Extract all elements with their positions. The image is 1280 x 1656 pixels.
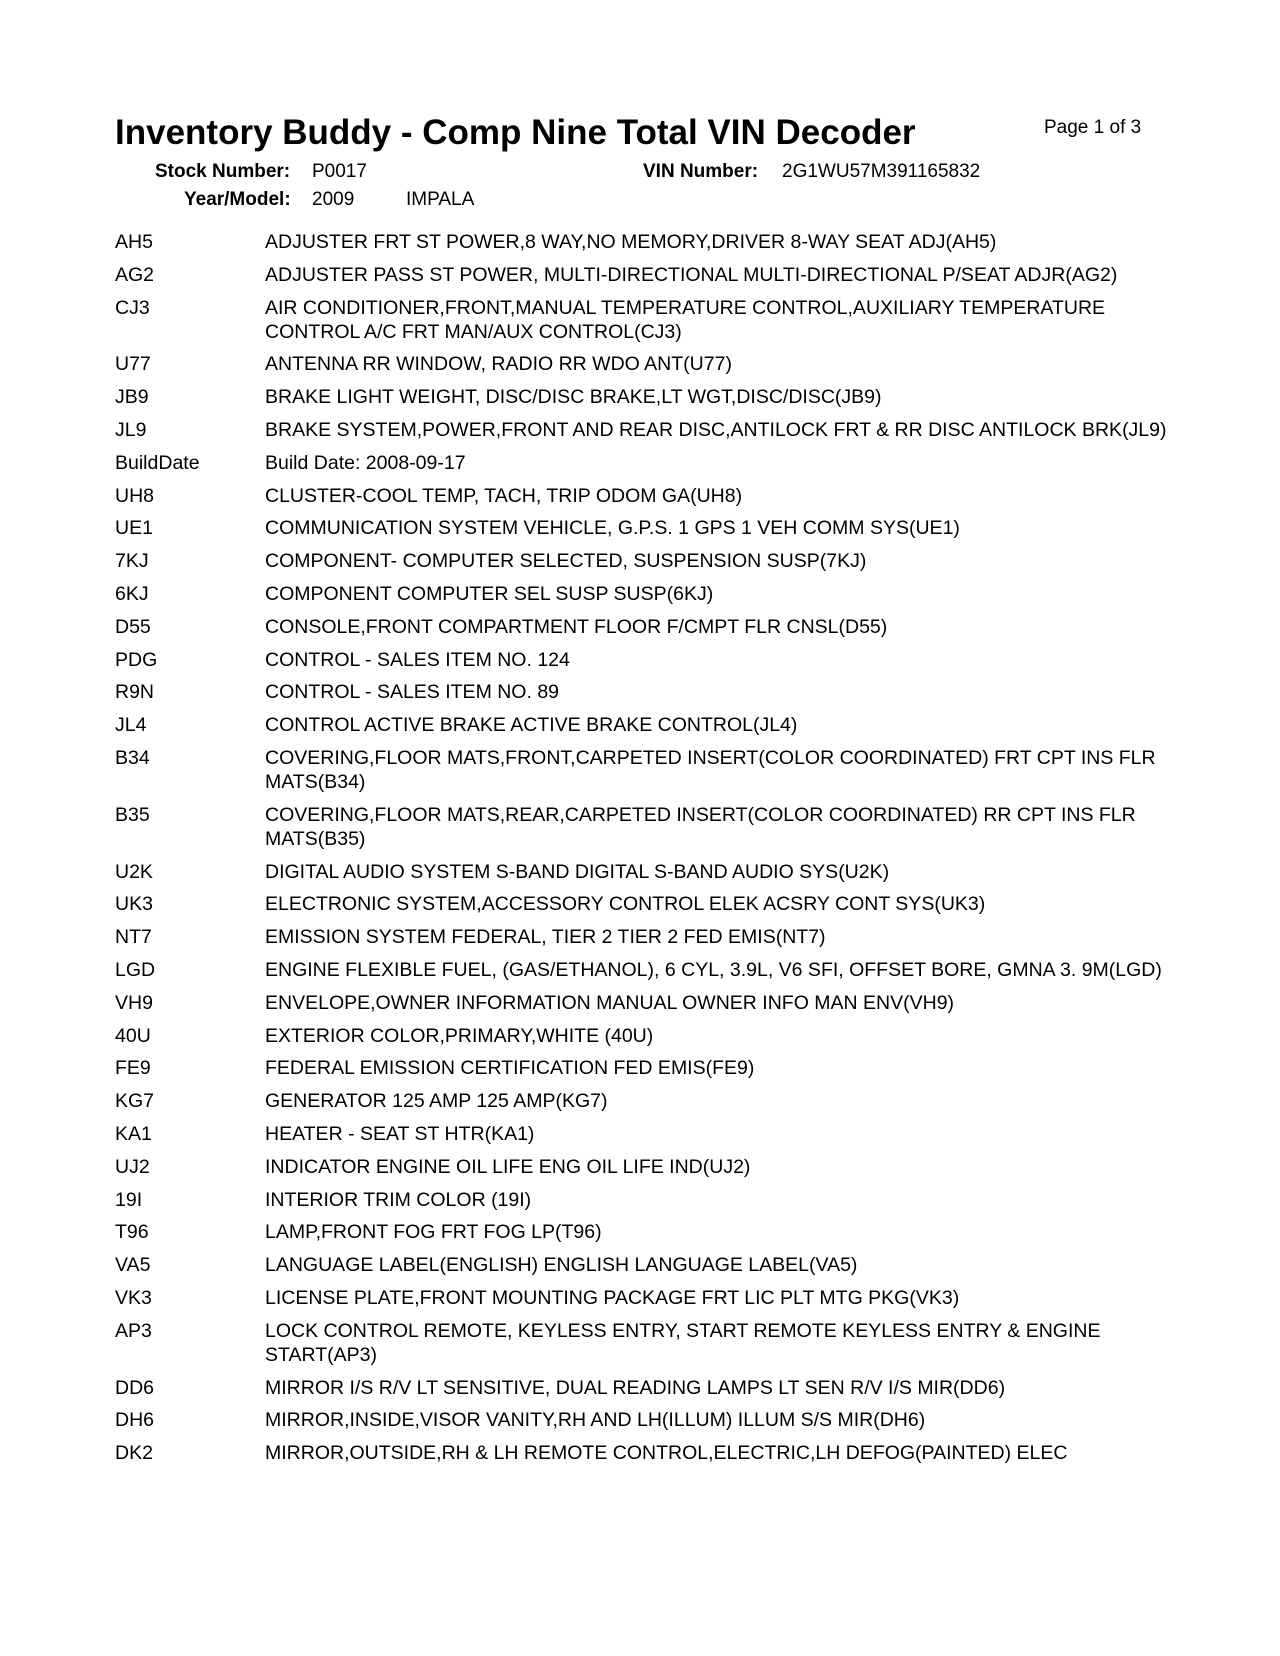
option-row — [115, 1253, 1175, 1277]
option-description: ENGINE FLEXIBLE FUEL, (GAS/ETHANOL), 6 CYL, 3.9L, V6 SFI, OFFSET BORE, GMNA 3. 9M(LGD) — [265, 958, 1162, 981]
option-description: COVERING,FLOOR MATS,REAR,CARPETED INSERT(COLOR COORDINATED) RR CPT INS FLR MATS(B35) — [265, 803, 1136, 850]
option-description: INTERIOR TRIM COLOR (19I) — [265, 1188, 532, 1211]
option-row — [115, 1286, 1175, 1310]
option-description: CONSOLE,FRONT COMPARTMENT FLOOR F/CMPT FLR CNSL(D55) — [265, 615, 888, 638]
year-model-label: Year/Model: — [184, 189, 291, 210]
option-description: FEDERAL EMISSION CERTIFICATION FED EMIS(FE9) — [265, 1057, 755, 1080]
option-description: COVERING,FLOOR MATS,FRONT,CARPETED INSERT(COLOR COORDINATED) FRT CPT INS FLR MATS(B34) — [265, 746, 1156, 793]
option-description: ADJUSTER PASS ST POWER, MULTI-DIRECTIONAL MULTI-DIRECTIONAL P/SEAT ADJR(AG2) — [265, 263, 1118, 286]
option-code: UJ2 — [115, 1155, 150, 1178]
option-code: AP3 — [115, 1319, 152, 1342]
option-row — [115, 1089, 1175, 1113]
option-description: BRAKE SYSTEM,POWER,FRONT AND REAR DISC,ANTILOCK FRT & RR DISC ANTILOCK BRK(JL9) — [265, 418, 1167, 441]
option-code: U2K — [115, 860, 153, 883]
option-row — [115, 1376, 1175, 1400]
option-description: DIGITAL AUDIO SYSTEM S-BAND DIGITAL S-BAND AUDIO SYS(U2K) — [265, 860, 890, 883]
option-row — [115, 648, 1175, 672]
option-code: UK3 — [115, 893, 153, 916]
option-description: EXTERIOR COLOR,PRIMARY,WHITE (40U) — [265, 1024, 654, 1047]
option-description: INDICATOR ENGINE OIL LIFE ENG OIL LIFE IND(UJ2) — [265, 1155, 751, 1178]
option-description: LAMP,FRONT FOG FRT FOG LP(T96) — [265, 1221, 602, 1244]
option-description: CONTROL - SALES ITEM NO. 124 — [265, 648, 570, 671]
option-description: ANTENNA RR WINDOW, RADIO RR WDO ANT(U77) — [265, 353, 732, 376]
option-row — [115, 1408, 1175, 1432]
option-code: VA5 — [115, 1254, 151, 1277]
option-row — [115, 385, 1175, 409]
option-code: DH6 — [115, 1409, 155, 1432]
option-description: ENVELOPE,OWNER INFORMATION MANUAL OWNER INFO MAN ENV(VH9) — [265, 991, 955, 1014]
option-description: GENERATOR 125 AMP 125 AMP(KG7) — [265, 1090, 608, 1113]
option-row — [115, 582, 1175, 606]
option-description: CONTROL - SALES ITEM NO. 89 — [265, 681, 560, 704]
option-code: PDG — [115, 648, 158, 671]
option-description: AIR CONDITIONER,FRONT,MANUAL TEMPERATURE CONTROL,AUXILIARY TEMPERATURE CONTROL A/C FRT MAN/AUX CONTROL(CJ3) — [265, 296, 1106, 343]
option-row — [115, 451, 1175, 475]
option-description: COMPONENT COMPUTER SEL SUSP SUSP(6KJ) — [265, 582, 714, 605]
page-number: Page 1 of 3 — [1044, 117, 1142, 138]
stock-number-value: P0017 — [312, 161, 367, 182]
option-row — [115, 1122, 1175, 1146]
option-row — [115, 615, 1175, 639]
option-description: MIRROR I/S R/V LT SENSITIVE, DUAL READING LAMPS LT SEN R/V I/S MIR(DD6) — [265, 1376, 1006, 1399]
option-code: CJ3 — [115, 296, 150, 319]
stock-number-label: Stock Number: — [155, 161, 291, 182]
option-code: R9N — [115, 681, 155, 704]
option-code: 19I — [115, 1188, 143, 1211]
option-row — [115, 746, 1175, 794]
option-row — [115, 352, 1175, 376]
option-description: Build Date: 2008-09-17 — [265, 451, 466, 474]
option-description: ELECTRONIC SYSTEM,ACCESSORY CONTROL ELEK ACSRY CONT SYS(UK3) — [265, 893, 986, 916]
option-code-list — [115, 230, 1175, 1474]
option-row — [115, 958, 1175, 982]
option-row — [115, 484, 1175, 508]
option-row — [115, 860, 1175, 884]
option-description: MIRROR,INSIDE,VISOR VANITY,RH AND LH(ILLUM) ILLUM S/S MIR(DH6) — [265, 1409, 926, 1432]
option-row — [115, 1155, 1175, 1179]
option-code: B35 — [115, 803, 150, 826]
option-row — [115, 1024, 1175, 1048]
option-description: LICENSE PLATE,FRONT MOUNTING PACKAGE FRT LIC PLT MTG PKG(VK3) — [265, 1286, 960, 1309]
vin-number-value: 2G1WU57M391165832 — [782, 161, 981, 182]
option-description: ADJUSTER FRT ST POWER,8 WAY,NO MEMORY,DRIVER 8-WAY SEAT ADJ(AH5) — [265, 231, 997, 253]
option-code: JL4 — [115, 714, 147, 737]
option-description: MIRROR,OUTSIDE,RH & LH REMOTE CONTROL,ELECTRIC,LH DEFOG(PAINTED) ELEC — [265, 1442, 1068, 1465]
model-value: IMPALA — [406, 189, 475, 210]
option-code: AH5 — [115, 231, 153, 253]
option-row — [115, 549, 1175, 573]
option-row — [115, 1319, 1175, 1367]
option-description: LANGUAGE LABEL(ENGLISH) ENGLISH LANGUAGE LABEL(VA5) — [265, 1254, 858, 1277]
option-description: LOCK CONTROL REMOTE, KEYLESS ENTRY, START REMOTE KEYLESS ENTRY & ENGINE START(AP3) — [265, 1319, 1101, 1366]
option-row — [115, 803, 1175, 851]
option-row — [115, 418, 1175, 442]
option-row — [115, 680, 1175, 704]
option-row — [115, 713, 1175, 737]
option-code: BuildDate — [115, 451, 200, 474]
document-title: Inventory Buddy - Comp Nine Total VIN Decoder — [115, 113, 916, 152]
option-code: B34 — [115, 746, 150, 769]
option-row — [115, 516, 1175, 540]
option-code: D55 — [115, 615, 151, 638]
option-code: FE9 — [115, 1057, 151, 1080]
vin-number-label: VIN Number: — [643, 161, 759, 182]
option-row — [115, 1220, 1175, 1244]
option-row — [115, 230, 1175, 254]
option-code: LGD — [115, 958, 156, 981]
option-row — [115, 263, 1175, 287]
option-description: BRAKE LIGHT WEIGHT, DISC/DISC BRAKE,LT WGT,DISC/DISC(JB9) — [265, 386, 882, 409]
option-description: CLUSTER-COOL TEMP, TACH, TRIP ODOM GA(UH8) — [265, 484, 743, 507]
option-code: 6KJ — [115, 582, 149, 605]
option-code: VH9 — [115, 991, 153, 1014]
option-description: EMISSION SYSTEM FEDERAL, TIER 2 TIER 2 FED EMIS(NT7) — [265, 926, 826, 949]
option-description: COMMUNICATION SYSTEM VEHICLE, G.P.S. 1 GPS 1 VEH COMM SYS(UE1) — [265, 517, 960, 540]
option-code: DD6 — [115, 1376, 155, 1399]
option-row — [115, 1056, 1175, 1080]
option-code: VK3 — [115, 1286, 152, 1309]
option-row — [115, 1188, 1175, 1212]
option-code: U77 — [115, 353, 151, 376]
option-code: KA1 — [115, 1122, 152, 1145]
option-row — [115, 296, 1175, 344]
option-code: T96 — [115, 1221, 149, 1244]
option-row — [115, 892, 1175, 916]
option-code: KG7 — [115, 1090, 155, 1113]
option-code: NT7 — [115, 926, 152, 949]
option-description: COMPONENT- COMPUTER SELECTED, SUSPENSION SUSP(7KJ) — [265, 550, 867, 573]
option-code: 40U — [115, 1024, 151, 1047]
option-code: JL9 — [115, 418, 147, 441]
option-code: JB9 — [115, 386, 149, 409]
option-code: 7KJ — [115, 550, 149, 573]
option-description: CONTROL ACTIVE BRAKE ACTIVE BRAKE CONTROL(JL4) — [265, 714, 798, 737]
option-code: AG2 — [115, 263, 155, 286]
option-row — [115, 1441, 1175, 1465]
option-description: HEATER - SEAT ST HTR(KA1) — [265, 1122, 535, 1145]
year-value: 2009 — [312, 189, 355, 210]
option-code: UE1 — [115, 517, 153, 540]
option-code: DK2 — [115, 1442, 153, 1465]
option-row — [115, 991, 1175, 1015]
option-row — [115, 925, 1175, 949]
option-code: UH8 — [115, 484, 155, 507]
